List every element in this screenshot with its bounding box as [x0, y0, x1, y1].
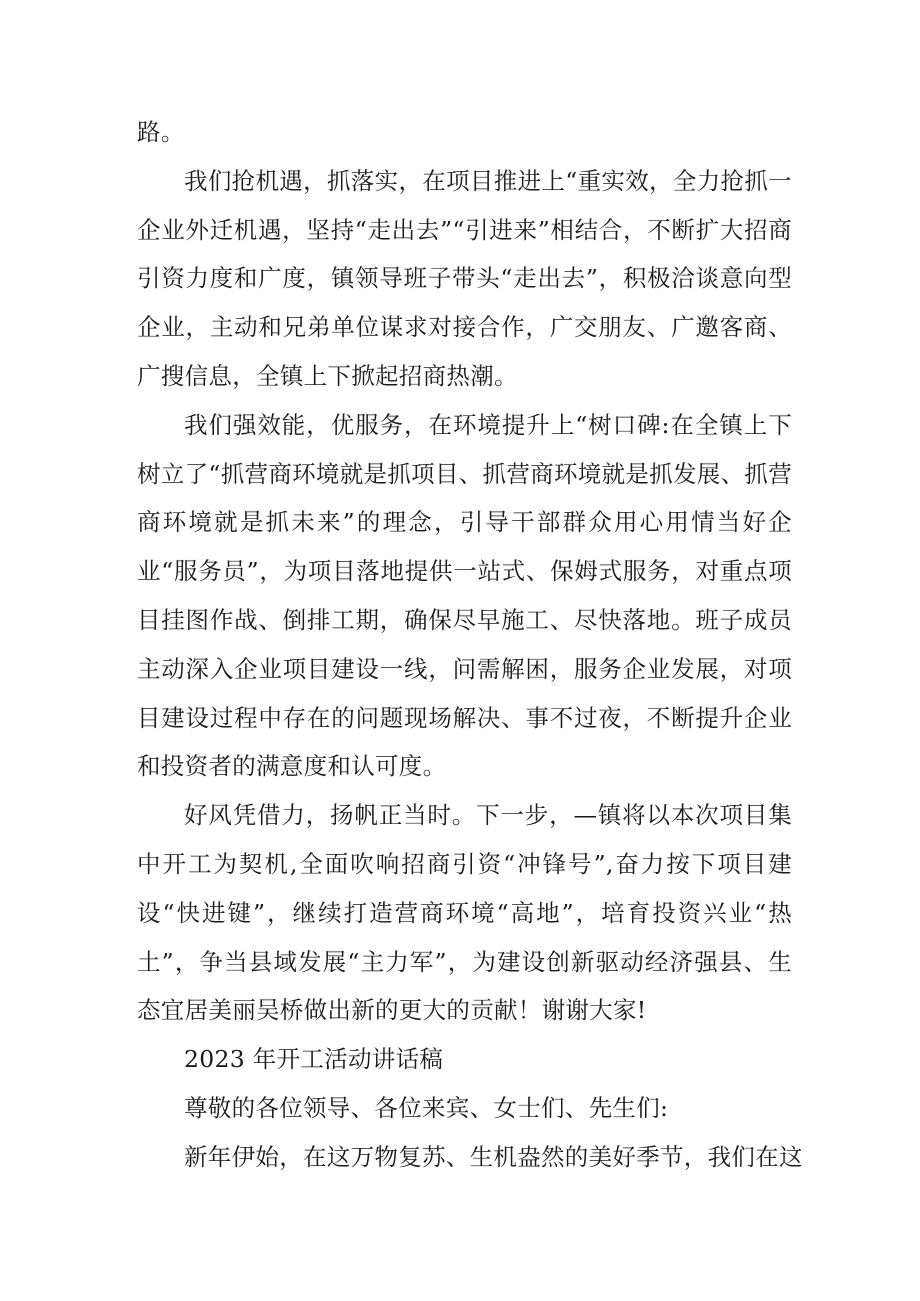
paragraph-service-efficiency: 我们强效能，优服务，在环境提升上“树口碑:在全镇上下树立了“抓营商环境就是抓项目、抓营商环境就是抓发展、抓营商环境就是抓未来”的理念，引导干部群众用心用情当好企业“服务员”，为项目落地提供一站式、保姆式服务，对重点项目挂图作战、倒排工期，确保尽早施工、尽快落地。班子成员主动深入企业项目建设一线，问需解困，服务企业发展，对项目建设过程中存在的问题现场解决、事不过夜，不断提升企业和投资者的满意度和认可度。 — [137, 410, 792, 781]
paragraph-attract-investment: 我们抢机遇，抓落实，在项目推进上“重实效，全力抢抓一企业外迁机遇，坚持“走出去”“引进来”相结合，不断扩大招商引资力度和广度，镇领导班子带头“走出去”，积极洽谈意向型企业，主动和兄弟单位谋求对接合作，广交朋友、广邀客商、广搜信息，全镇上下掀起招商热潮。 — [137, 166, 792, 390]
paragraph-next-steps: 好风凭借力，扬帆正当时。下一步，—镇将以本次项目集中开工为契机,全面吹响招商引资“冲锋号”,奋力按下项目建设“快进键”，继续打造营商环境“高地”，培育投资兴业“热土”，争当县域发展“主力军”，为建设创新驱动经济强县、生态宜居美丽吴桥做出新的更大的贡献！谢谢大家! — [137, 801, 792, 1025]
document-title: 2023 年开工活动讲话稿 — [184, 1045, 444, 1074]
document-body — [137, 108, 803, 1182]
continuation-line: 路。 — [137, 118, 185, 146]
opening-line: 新年伊始，在这万物复苏、生机盎然的美好季节，我们在这 — [184, 1142, 803, 1171]
salutation-line: 尊敬的各位领导、各位来宾、女士们、先生们: — [184, 1093, 669, 1122]
